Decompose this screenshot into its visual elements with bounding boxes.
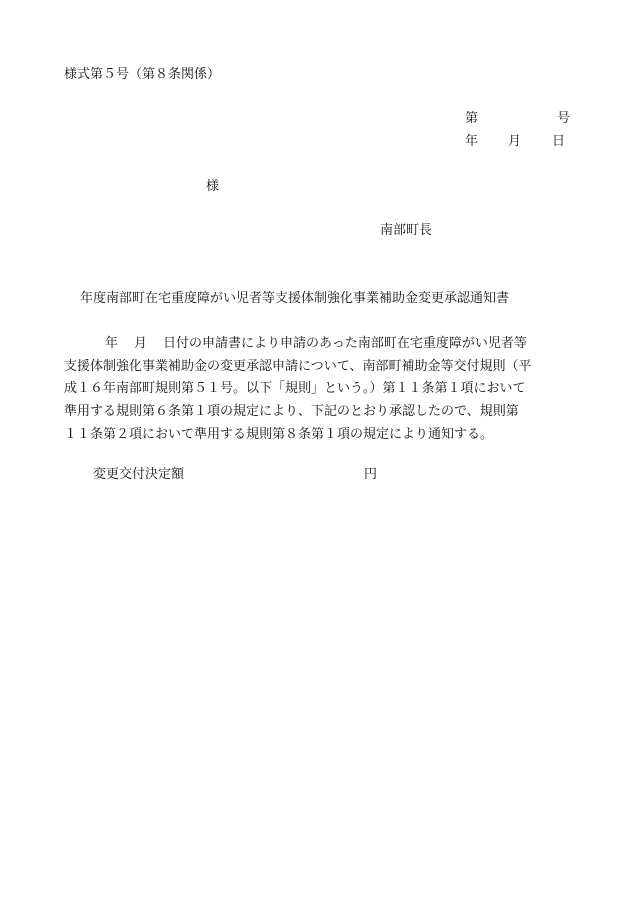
date-month-label: 月 bbox=[508, 134, 522, 149]
body-line-3: 成１６年南部町規則第５１号。以下「規則」という。）第１１条第１項において bbox=[64, 381, 526, 397]
body-line-5: １１条第２項において準用する規則第８条第１項の規定により通知する。 bbox=[64, 426, 494, 442]
form-label: 様式第５号（第８条関係） bbox=[64, 67, 221, 82]
amount-label: 変更交付決定額 bbox=[93, 467, 185, 482]
body-line-1-rest: 日付の申請書により申請のあった南部町在宅重度障がい児者等 bbox=[163, 336, 527, 351]
body-line-1 bbox=[64, 333, 584, 356]
body-line-2: 支援体制強化事業補助金の変更承認申請について、南部町補助金等交付規則（平 bbox=[64, 358, 532, 374]
issuer-name: 南部町長 bbox=[380, 223, 433, 238]
document-number-suffix: 号 bbox=[557, 111, 571, 126]
body-text bbox=[64, 333, 584, 447]
document-title: 年度南部町在宅重度障がい児者等支援体制強化事業補助金変更承認通知書 bbox=[80, 291, 510, 306]
date-day-label: 日 bbox=[552, 134, 566, 149]
amount-unit: 円 bbox=[364, 467, 378, 482]
body-opening-month: 月 bbox=[134, 336, 148, 351]
date-year-label: 年 bbox=[465, 134, 479, 149]
document-number-prefix: 第 bbox=[465, 111, 479, 126]
recipient-suffix: 様 bbox=[206, 179, 220, 194]
body-line-4: 準用する規則第６条第１項の規定により、下記のとおり承認したので、規則第 bbox=[64, 404, 519, 420]
body-opening-year: 年 bbox=[105, 336, 119, 351]
